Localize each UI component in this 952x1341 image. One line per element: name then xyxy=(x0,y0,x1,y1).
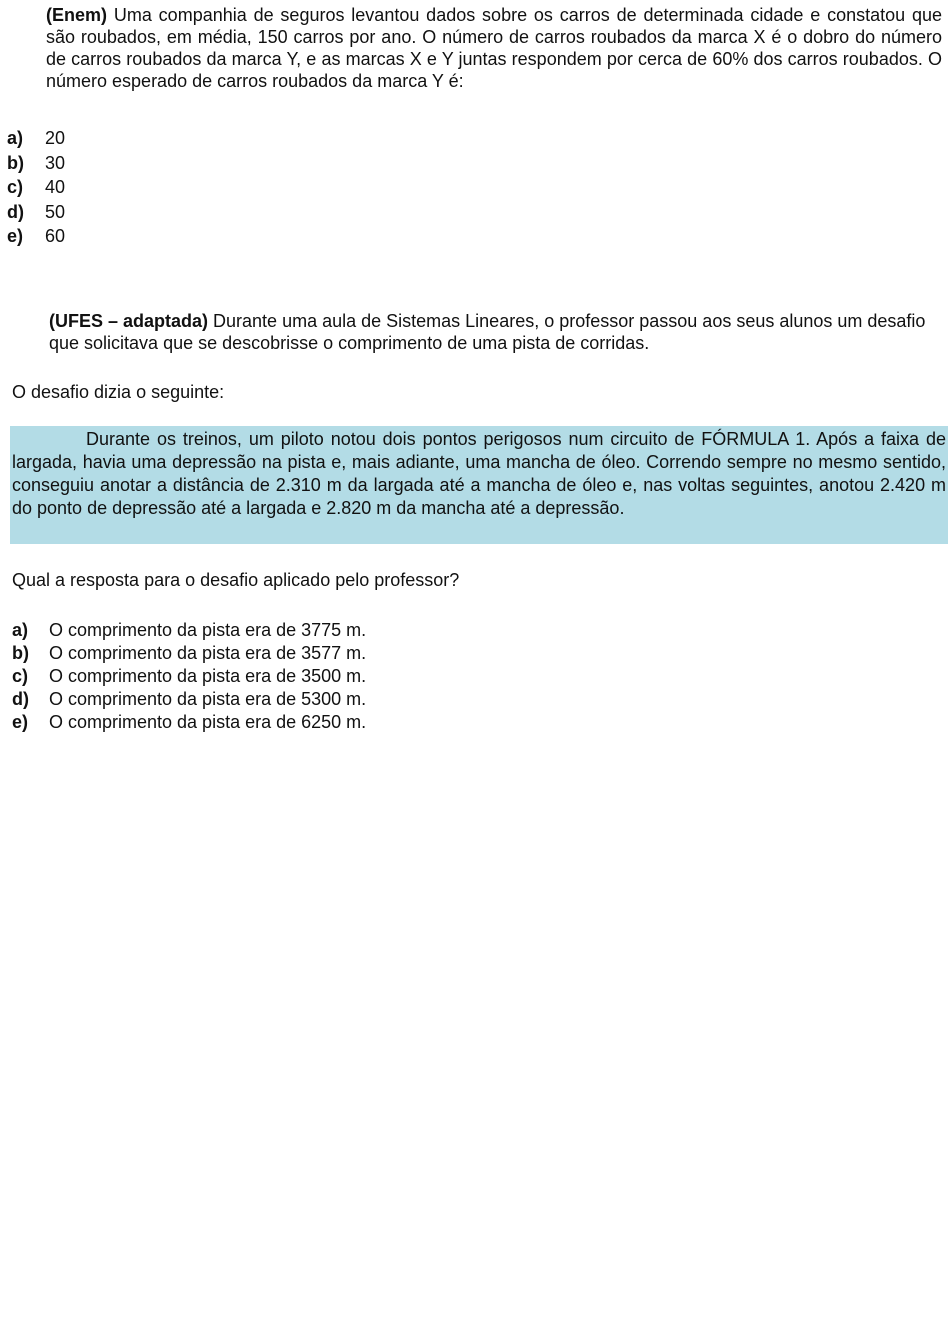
challenge-label: O desafio dizia o seguinte: xyxy=(12,382,225,402)
option-letter: e) xyxy=(12,712,29,732)
option-text: 30 xyxy=(45,152,66,173)
option-text: 40 xyxy=(45,177,66,197)
option-text: 50 xyxy=(45,201,66,222)
option-text: O comprimento da pista era de 5300 m. xyxy=(49,689,367,709)
question-2-options xyxy=(12,619,366,734)
question-1-option-a[interactable] xyxy=(7,126,65,151)
question-2-intro xyxy=(49,310,949,354)
option-letter: c) xyxy=(12,666,29,686)
option-letter: b) xyxy=(12,643,29,663)
question-2-option-a[interactable] xyxy=(12,619,366,642)
question-1-option-d[interactable] xyxy=(7,200,65,225)
question-2-option-d[interactable] xyxy=(12,688,366,711)
option-letter: b) xyxy=(7,152,24,173)
option-text: 20 xyxy=(45,128,66,148)
option-letter: d) xyxy=(7,201,24,222)
option-letter: d) xyxy=(12,689,29,709)
question-1-statement xyxy=(46,4,942,92)
question-1-text: Uma companhia de seguros levantou dados sobre os carros de determinada cidade e constatou que são roubados, em média, 150 carros por ano. O número de carros roubados da marca X é o dobro do número de carros roubados da marca Y, e as marcas X e Y juntas respondem por cerca de 60% dos carros roubados. O número esperado de carros roubados da marca Y é: xyxy=(46,5,942,91)
option-letter: e) xyxy=(7,226,24,246)
question-2-source: (UFES – adaptada) xyxy=(49,311,209,331)
question-1-options xyxy=(7,126,65,249)
challenge-text: Durante os treinos, um piloto notou dois pontos perigosos num circuito de FÓRMULA 1. Após a faixa de largada, havia uma depressão na pista e, mais adiante, uma mancha de óleo. Correndo sempre no mesmo sentido, conseguiu anotar a distância de 2.310 m da largada até a mancha de óleo e, nas voltas seguintes, anotou 2.420 m do ponto de depressão até a largada e 2.820 m da mancha até a depressão. xyxy=(12,429,946,518)
option-letter: a) xyxy=(12,620,29,640)
option-letter: a) xyxy=(7,128,24,148)
question-2-prompt: Qual a resposta para o desafio aplicado pelo professor? xyxy=(12,570,460,590)
option-text: O comprimento da pista era de 6250 m. xyxy=(49,712,367,732)
question-1-option-e[interactable] xyxy=(7,224,65,249)
question-1-source: (Enem) xyxy=(46,5,108,25)
question-2-option-b[interactable] xyxy=(12,642,366,665)
option-text: O comprimento da pista era de 3500 m. xyxy=(49,666,367,686)
option-text: O comprimento da pista era de 3775 m. xyxy=(49,620,367,640)
option-letter: c) xyxy=(7,177,24,197)
question-1-option-b[interactable] xyxy=(7,151,65,176)
option-text: 60 xyxy=(45,226,66,246)
option-text: O comprimento da pista era de 3577 m. xyxy=(49,643,367,663)
question-1-option-c[interactable] xyxy=(7,175,65,200)
question-2-option-c[interactable] xyxy=(12,665,366,688)
question-2-option-e[interactable] xyxy=(12,711,366,734)
question-2-intro-text: Durante uma aula de Sistemas Lineares, o professor passou aos seus alunos um desafio que solicitava que se descobrisse o comprimento de uma pista de corridas. xyxy=(49,311,926,353)
